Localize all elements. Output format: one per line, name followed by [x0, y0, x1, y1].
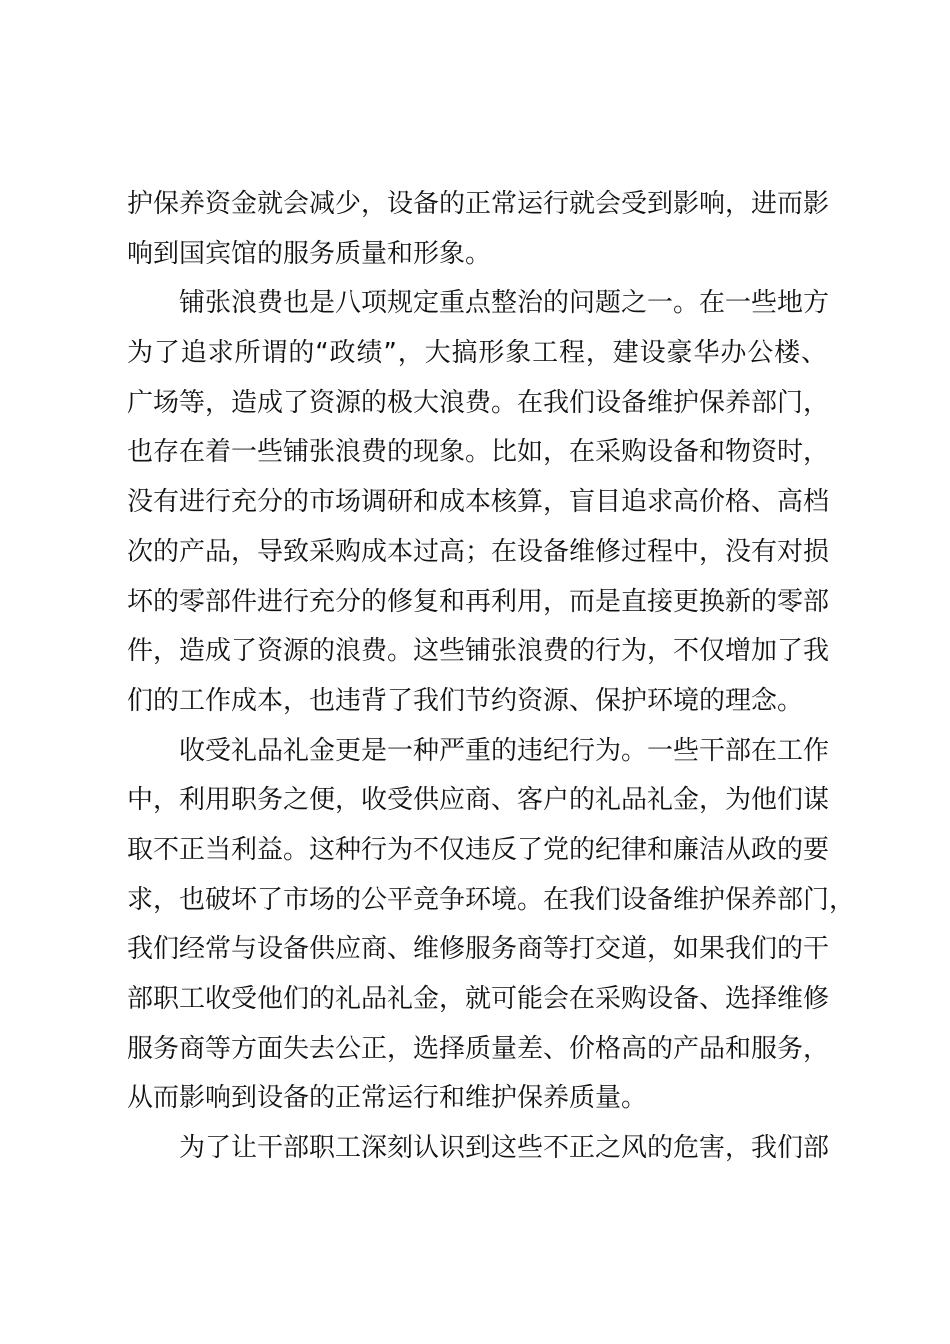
text-line: 护保养资金就会减少，设备的正常运行就会受到影响，进而影 [127, 189, 830, 219]
text-line: 从而影响到设备的正常运行和维护保养质量。 [127, 1083, 648, 1114]
text-line: 次的产品，导致采购成本过高；在设备维修过程中，没有对损 [127, 536, 830, 567]
text-line: 求，也破坏了市场的公平竞争环境。在我们设备维护保养部门， [127, 884, 856, 915]
body-text [127, 180, 856, 1174]
text-line: 服务商等方面失去公正，选择质量差、价格高的产品和服务， [127, 1033, 830, 1064]
text-line: 坏的零部件进行充分的修复和再利用，而是直接更换新的零部 [127, 586, 830, 617]
text-line: 响到国宾馆的服务质量和形象。 [127, 238, 492, 269]
paragraph-first-line: 为了让干部职工深刻认识到这些不正之风的危害，我们部 [179, 1133, 830, 1164]
paragraph-first-line: 铺张浪费也是八项规定重点整治的问题之一。在一些地方 [179, 288, 830, 319]
text-line: 取不正当利益。这种行为不仅违反了党的纪律和廉洁从政的要 [127, 834, 830, 865]
text-line: 部职工收受他们的礼品礼金，就可能会在采购设备、选择维修 [127, 984, 830, 1014]
text-line: 广场等，造成了资源的极大浪费。在我们设备维护保养部门， [127, 387, 830, 418]
text-line: 没有进行充分的市场调研和成本核算，盲目追求高价格、高档 [127, 487, 830, 518]
text-line: 也存在着一些铺张浪费的现象。比如，在采购设备和物资时， [127, 437, 830, 468]
text-line: 件，造成了资源的浪费。这些铺张浪费的行为，不仅增加了我 [127, 636, 830, 667]
text-line: 为了追求所谓的“政绩”，大搞形象工程，建设豪华办公楼、 [127, 338, 827, 369]
text-line: 中，利用职务之便，收受供应商、客户的礼品礼金，为他们谋 [127, 785, 830, 816]
paragraph-first-line: 收受礼品礼金更是一种严重的违纪行为。一些干部在工作 [179, 735, 830, 766]
text-line: 们的工作成本，也违背了我们节约资源、保护环境的理念。 [127, 685, 804, 716]
text-line: 我们经常与设备供应商、维修服务商等打交道，如果我们的干 [127, 934, 830, 965]
